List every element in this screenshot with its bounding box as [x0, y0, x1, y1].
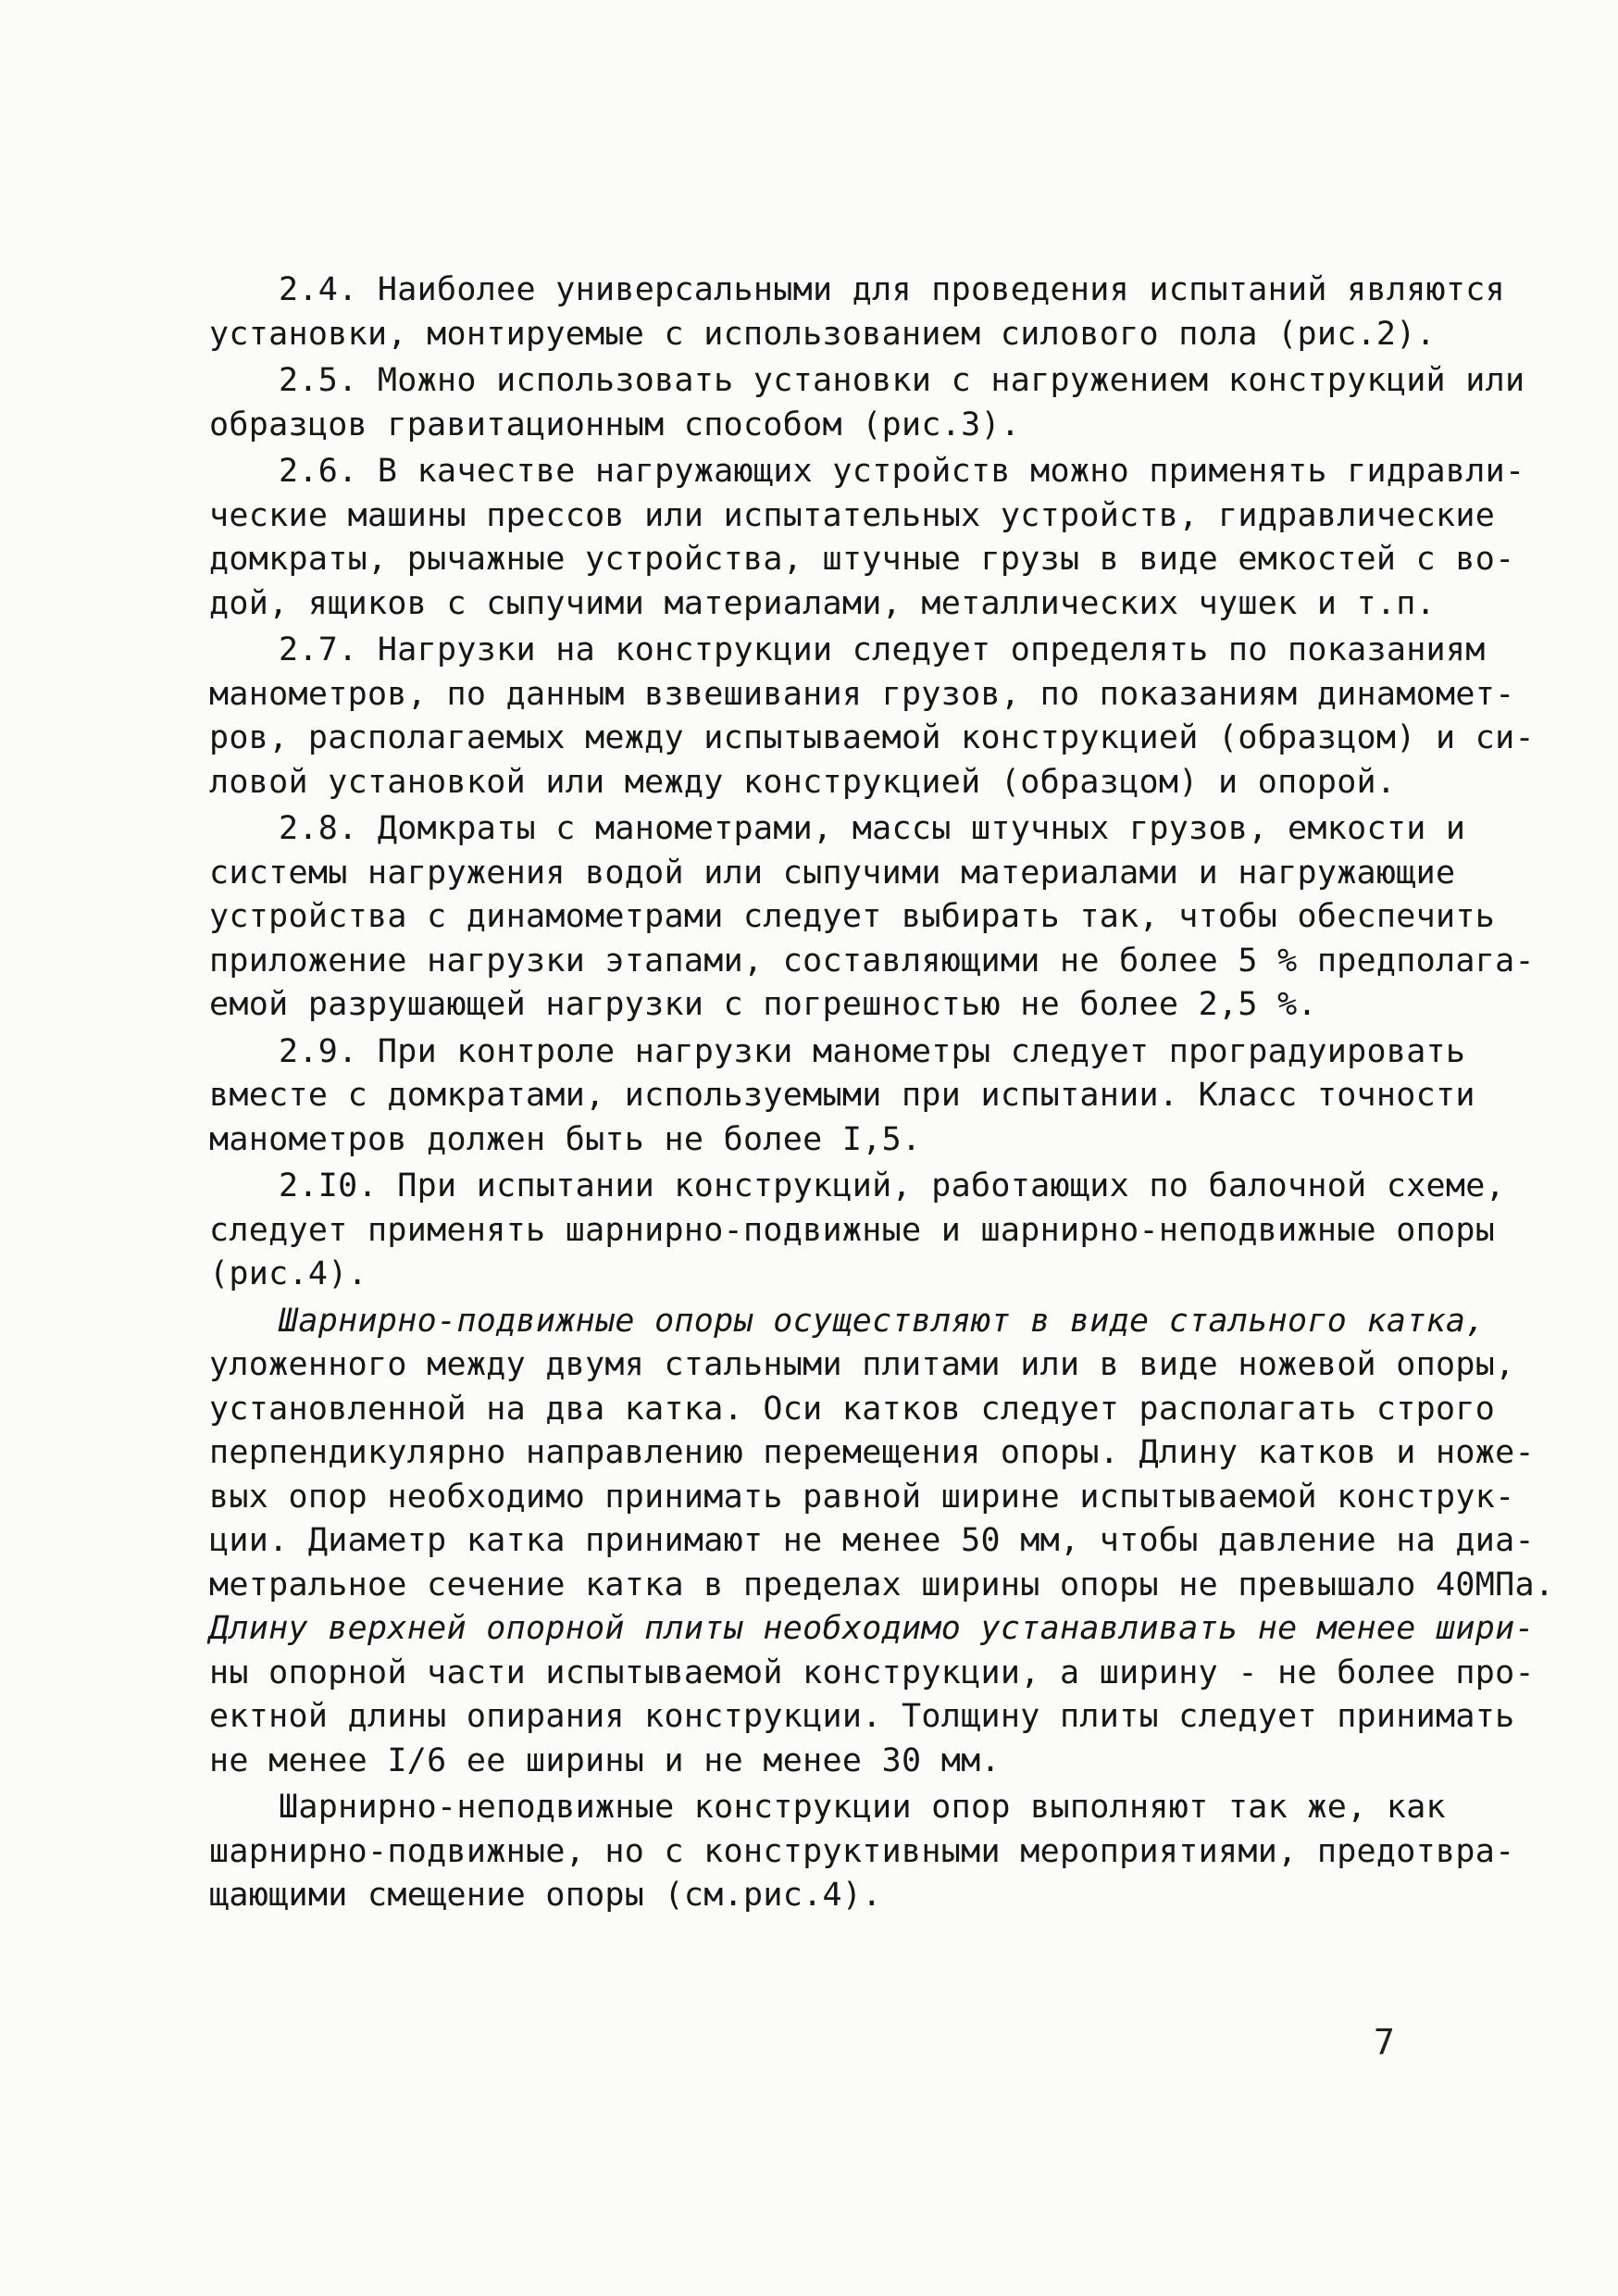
paragraph [209, 268, 1506, 356]
text-line: 2.5. Можно использовать установки с нагружением конструкций или [279, 362, 1525, 399]
body-text [209, 268, 1555, 1921]
text-line: устройства с динамометрами следует выбирать так, чтобы обеспечить [209, 898, 1496, 935]
text-line: 2.9. При контроле нагрузки манометры следует проградуировать [279, 1032, 1466, 1070]
text-line: Шарнирно-подвижные опоры осуществляют в виде стального катка, [279, 1302, 1486, 1340]
text-line: Длину верхней опорной плиты необходимо устанавливать не менее шири- [209, 1610, 1535, 1647]
text-line: системы нагружения водой или сыпучими материалами и нагружающие [209, 854, 1456, 892]
paragraph [209, 1300, 1555, 1784]
paragraph [209, 1165, 1506, 1297]
text-line: ны опорной части испытываемой конструкции, а ширину - не более про- [209, 1653, 1535, 1691]
text-line: 2.7. Нагрузки на конструкции следует определять по показаниям [279, 631, 1486, 668]
text-line: ектной длины опирания конструкции. Толщину плиты следует принимать [209, 1698, 1515, 1735]
paragraph [209, 629, 1535, 805]
text-line: Шарнирно-неподвижные конструкции опор выполняют так же, как [279, 1789, 1446, 1826]
paragraph [209, 1030, 1475, 1163]
text-line: перпендикулярно направлению перемещения опоры. Длину катков и ноже- [209, 1434, 1535, 1471]
text-line: образцов гравитационным способом (рис.3). [209, 406, 1021, 443]
text-line: 2.I0. При испытании конструкций, работающих по балочной схеме, [279, 1167, 1506, 1204]
text-line: дой, ящиков с сыпучими материалами, металлических чушек и т.п. [209, 584, 1437, 622]
text-line: манометров должен быть не более I,5. [209, 1120, 922, 1158]
paragraph [209, 807, 1535, 1028]
text-line: установленной на два катка. Оси катков следует располагать строго [209, 1390, 1496, 1428]
text-line: ров, располагаемых между испытываемой конструкцией (образцом) и си- [209, 719, 1535, 756]
text-line: ции. Диаметр катка принимают не менее 50 мм, чтобы давление на диа- [209, 1522, 1535, 1559]
text-line: 2.8. Домкраты с манометрами, массы штучных грузов, емкости и [279, 810, 1466, 847]
paragraph [209, 450, 1525, 626]
text-line: (рис.4). [209, 1255, 367, 1292]
paragraph [209, 1786, 1515, 1918]
text-line: шарнирно-подвижные, но с конструктивными мероприятиями, предотвра- [209, 1832, 1515, 1870]
text-line: 2.6. В качестве нагружающих устройств можно применять гидравли- [279, 453, 1525, 490]
text-line: уложенного между двумя стальными плитами или в виде ножевой опоры, [209, 1346, 1515, 1383]
text-line: домкраты, рычажные устройства, штучные грузы в виде емкостей с во- [209, 541, 1515, 578]
text-line: вместе с домкратами, используемыми при испытании. Класс точности [209, 1077, 1475, 1114]
page-number: 7 [1374, 2022, 1395, 2063]
text-line: щающими смещение опоры (см.рис.4). [209, 1877, 882, 1914]
text-line: приложение нагрузки этапами, составляющими не более 5 % предполага- [209, 942, 1535, 980]
text-line: 2.4. Наиболее универсальными для проведения испытаний являются [279, 271, 1506, 308]
paragraph [209, 359, 1525, 447]
text-line: ческие машины прессов или испытательных устройств, гидравлические [209, 496, 1496, 534]
text-line: емой разрушающей нагрузки с погрешностью не более 2,5 %. [209, 986, 1317, 1023]
text-line: не менее I/6 ее ширины и не менее 30 мм. [209, 1741, 1001, 1779]
text-line: вых опор необходимо принимать равной ширине испытываемой конструк- [209, 1478, 1515, 1516]
text-line: манометров, по данным взвешивания грузов, по показаниям динамомет- [209, 675, 1515, 713]
text-line: установки, монтируемые с использованием силового пола (рис.2). [209, 315, 1437, 353]
text-line: следует применять шарнирно-подвижные и шарнирно-неподвижные опоры [209, 1211, 1496, 1249]
text-line: ловой установкой или между конструкцией (образцом) и опорой. [209, 763, 1397, 801]
text-line: метральное сечение катка в пределах ширины опоры не превышало 40МПа. [209, 1566, 1555, 1603]
